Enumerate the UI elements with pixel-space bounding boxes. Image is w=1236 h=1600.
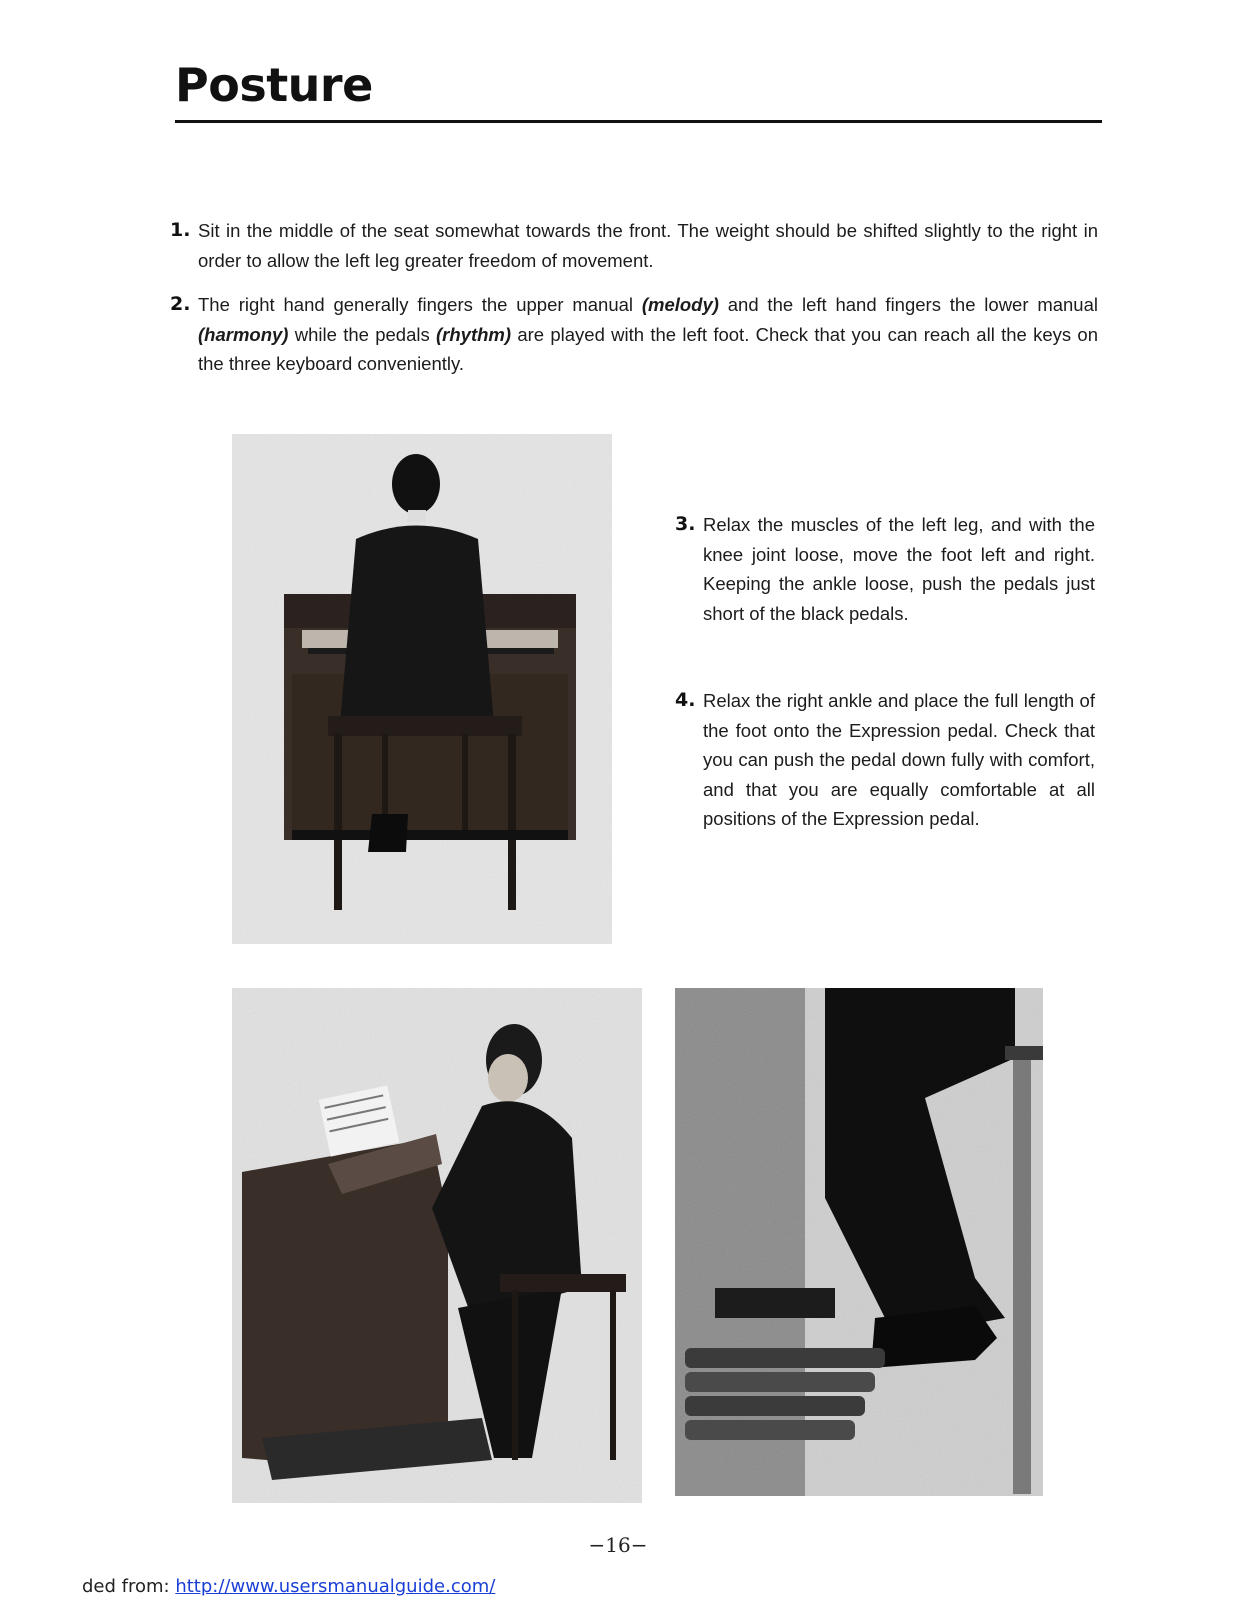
step-2-text-c: while the pedals [288,323,437,345]
step-2-text-a: The right hand generally fingers the upper manual [198,294,642,315]
step-3-number: 3. [675,513,696,535]
step-3-text: Relax the muscles of the left leg, and with the knee joint loose, move the foot left and right. Keeping the ankle loose, push the pedals just short of the black pedals. [703,514,1095,624]
step-2 [170,290,1099,379]
step-1 [170,216,1098,275]
page-title: Posture [175,58,373,112]
step-2-text-b: and the left hand fingers the lower manual [718,294,1098,315]
step-2-text-d: are played with the left foot. Check that you can reach all the keys on the three keyboard conveniently. [198,323,1099,374]
step-2-number: 2. [170,293,191,315]
step-3 [675,510,1095,628]
step-4-number: 4. [675,689,696,711]
footer-prefix: ded from: [82,1576,176,1597]
step-2-rhythm: (rhythm) [436,323,512,345]
download-footer [82,1576,495,1597]
photo-feet-on-pedals [675,988,1043,1496]
step-4 [675,686,1095,834]
page-number: −16− [588,1533,648,1557]
photo-organist-side-view [232,988,642,1503]
photo-organist-rear-view [232,434,612,944]
step-1-number: 1. [170,219,191,241]
title-rule [175,120,1102,123]
step-2-harmony: (harmony) [198,323,289,345]
step-4-text: Relax the right ankle and place the full length of the foot onto the Expression pedal. Check that you can push the pedal down fully with comfort, and that you are equally comfortable at all positions of the Expression pedal. [703,690,1095,829]
step-1-text: Sit in the middle of the seat somewhat towards the front. The weight should be shifted slightly to the right in order to allow the left leg greater freedom of movement. [198,220,1098,271]
footer-link[interactable]: http://www.usersmanualguide.com/ [175,1576,496,1597]
step-2-melody: (melody) [641,294,719,315]
